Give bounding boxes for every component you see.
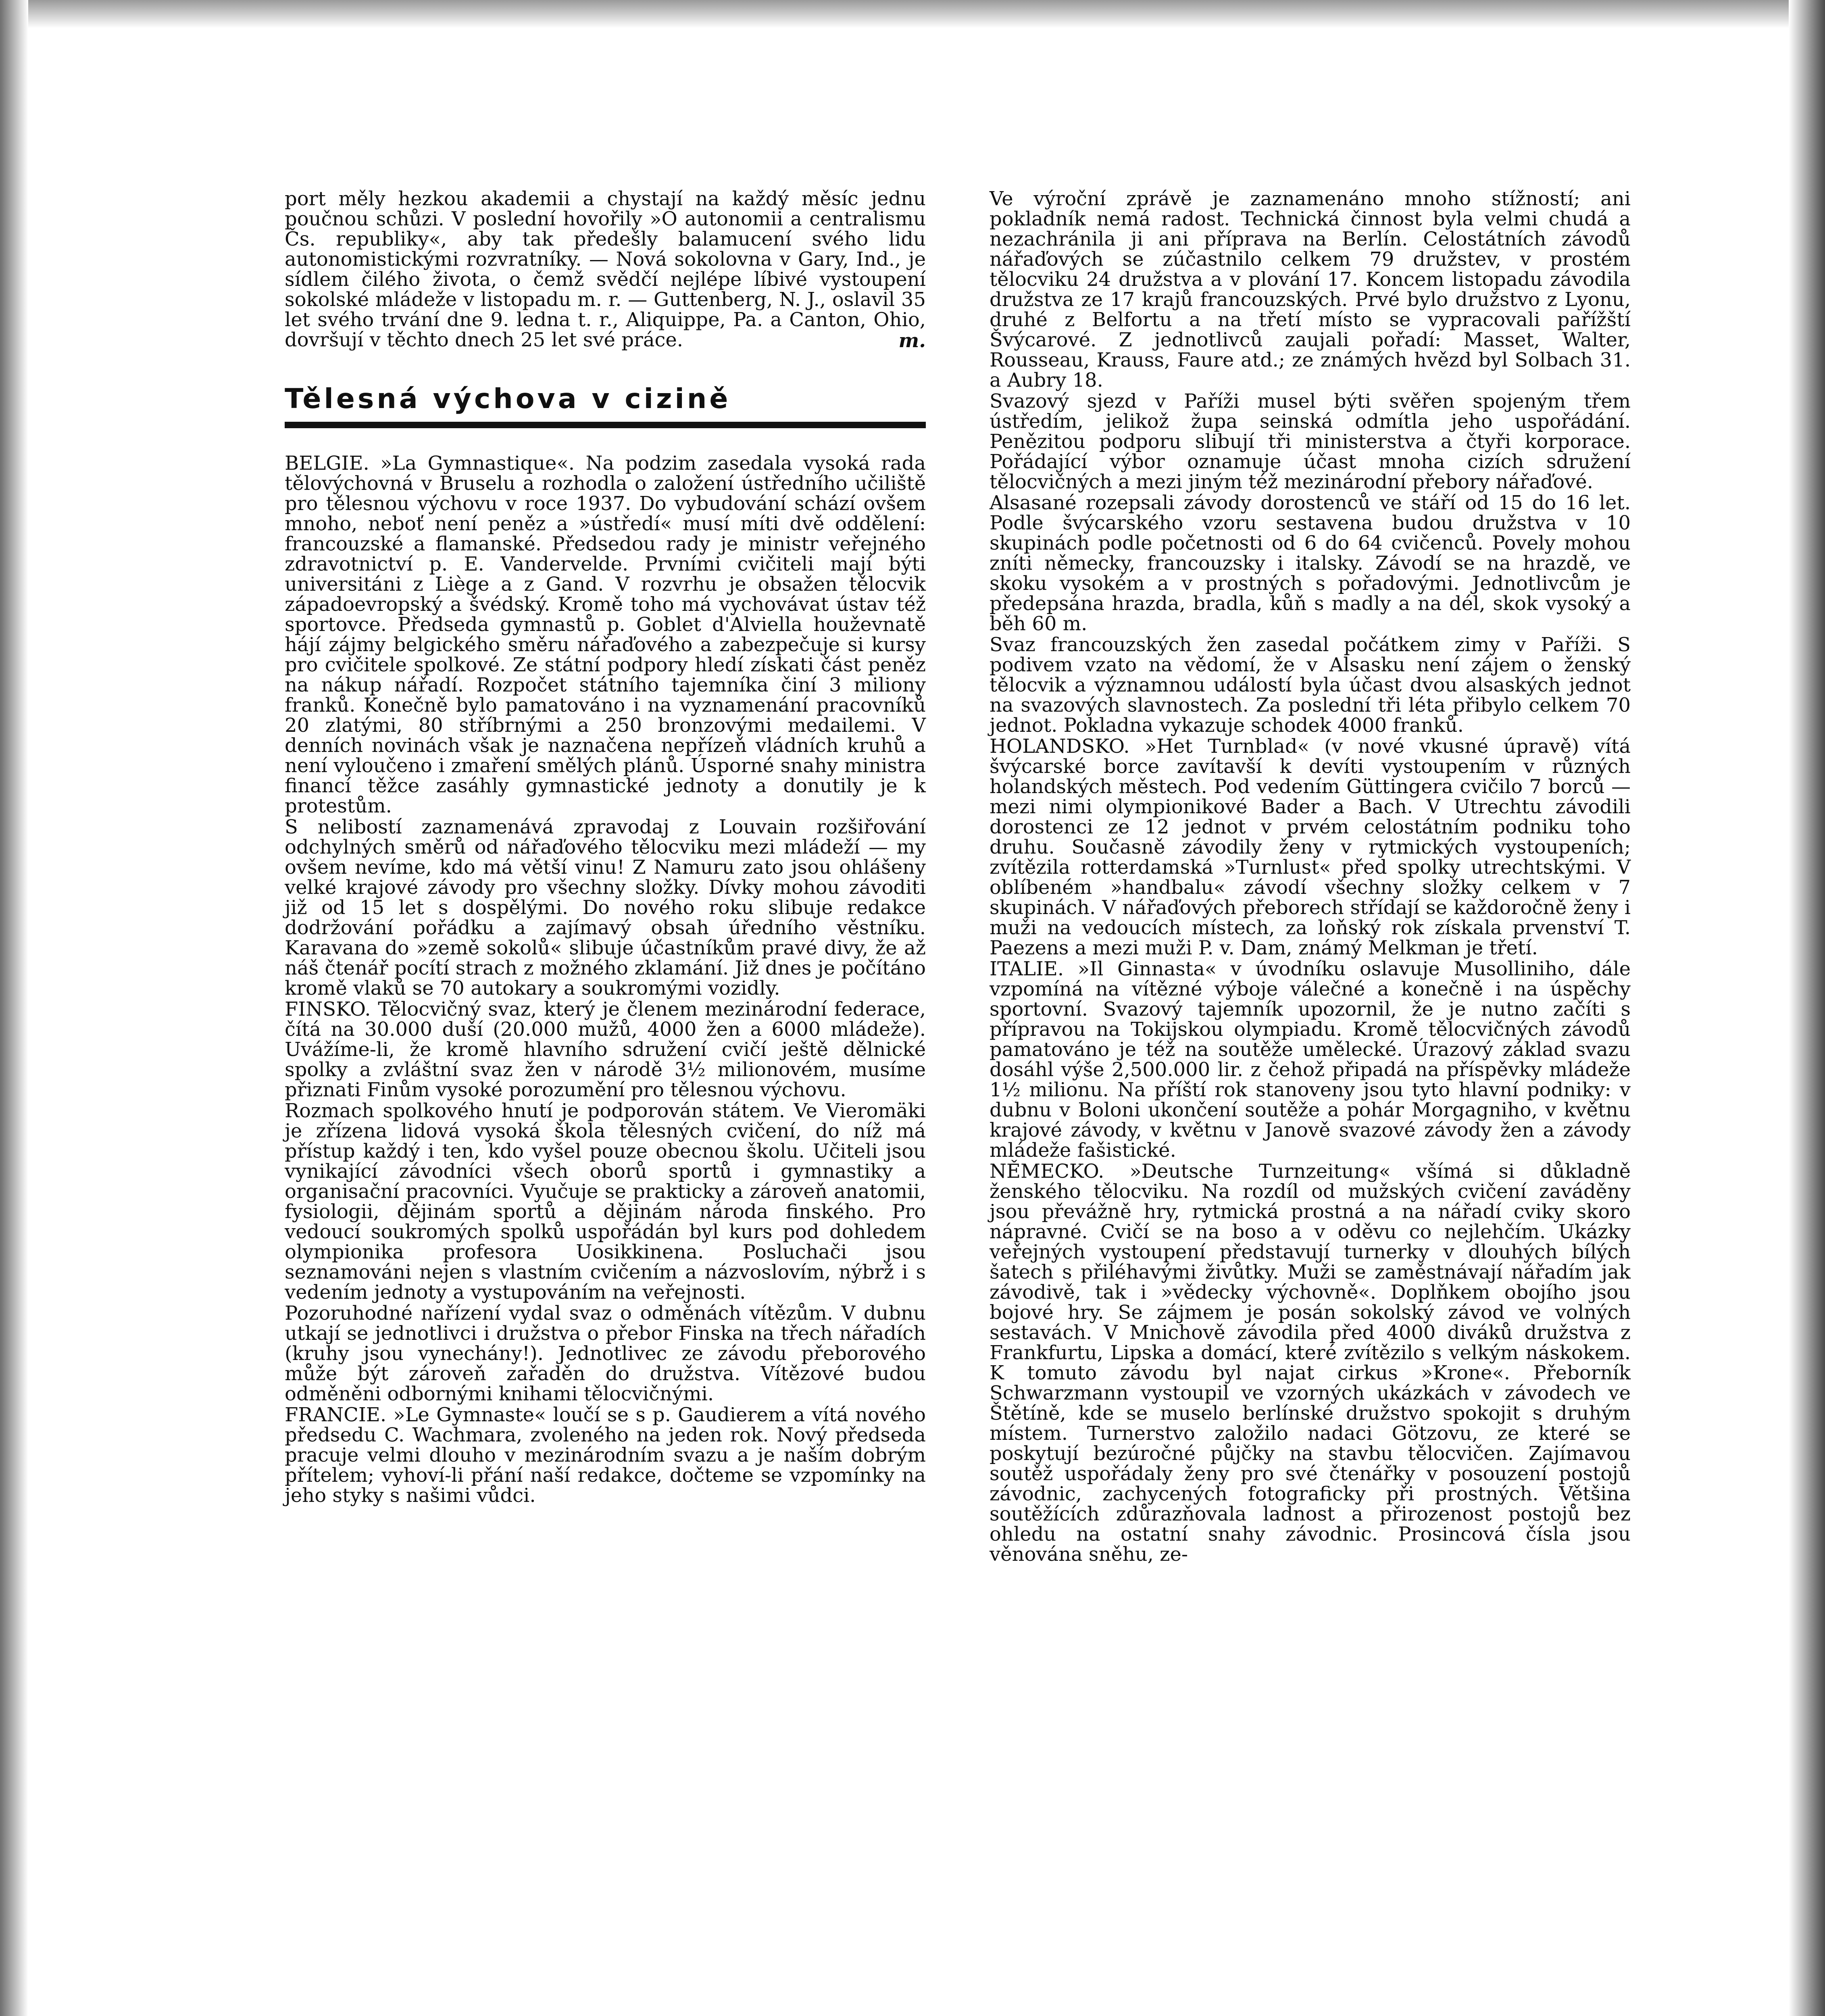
section-heading: Tělesná výchova v cizině [285, 383, 731, 415]
left-column [285, 189, 926, 1506]
section-heading-block [285, 383, 926, 428]
heading-rule [285, 422, 926, 428]
right-column [990, 189, 1631, 1565]
paragraph-finsko-rozmach: Rozmach spolkového hnutí je podporován státem. Ve Vieromäki je zřízena lidová vysoká škola tělesných cvičení, do níž má přístup každý i ten, kdo vyšel pouze obecnou školu. Učiteli jsou vynikající závodníci všech oborů sportů i gymnastiky a organisační pracovníci. Vyučuje se prakticky a zároveň anatomii, fysiologii, dějinám sportů a dějinám národa finského. Pro vedoucí soukromých spolků uspořádán byl kurs pod dohledem olympionika profesora Uosikkinena. Posluchači jsou seznamováni nejen s vlastním cvičením a názvoslovím, nýbrž i s vedením jednoty a vystupováním na veřejnosti. [285, 1100, 926, 1304]
paragraph-svaz-zen: Svaz francouzských žen zasedal počátkem zimy v Paříži. S podivem vzato na vědomí, že v Alsasku není zájem o ženský tělocvik a významnou událostí byla účast dvou alsaských jednot na svazových slavnostech. Za poslední tři léta přibylo celkem 70 jednot. Pokladna vykazuje schodek 4000 franků. [990, 633, 1631, 737]
paragraph-nemecko: NĚMECKO. »Deutsche Turnzeitung« všímá si důkladně ženského tělocviku. Na rozdíl od mužských cvičení zaváděny jsou převážně hry, rytmická prostná a na nářadí cviky skoro nápravné. Cvičí se na boso a v oděvu co nejlehčím. Ukázky veřejných vystoupení představují turnerky v dlouhých bílých šatech s přiléhavými živůtky. Muži se zaměstnávají nářadím jak závodivě, tak i »vědecky výchovně«. Doplňkem obojího jsou bojové hry. Se zájmem je posán sokolský závod ve volných sestavách. V Mnichově závodila před 4000 diváků družstva z Frankfurtu, Lipska a domácí, které zvítězilo s velkým náskokem. K tomuto závodu byl najat cirkus »Krone«. Přeborník Schwarzmann vystoupil ve vzorných ukázkách v závodech ve Štětíně, kde se muselo berlínské družstvo spokojit s druhým místem. Turnerstvo založilo nadaci Götzovu, ze které se poskytují bezúročné půjčky na stavbu tělocvičen. Zajímavou soutěž uspořádaly ženy pro své čtenářky v posouzení postojů závodnic, zachycených fotograficky při prostných. Většina soutěžících zdůrazňovala ladnost a přirozenost postojů bez ohledu na ostatní snahy závodnic. Prosincová čísla jsou věnována sněhu, ze- [990, 1160, 1631, 1566]
paragraph-holandsko: HOLANDSKO. »Het Turnblad« (v nové vkusné úpravě) vítá švýcarské borce zavítavší k devíti vystoupením v různých holandských městech. Pod vedením Güttingera cvičilo 7 borců — mezi nimi olympionikové Bader a Bach. V Utrechtu závodili dorostenci ze 12 jednot v prvém celostátním podniku toho druhu. Současně závodily ženy v rytmických vystoupeních; zvítězila rotterdamská »Turnlust« před spolky utrechtskými. V oblíbeném »handbalu« závodí všechny složky celkem v 7 skupinách. V nářaďových přeborech střídají se každoročně ženy i muži na vedoucích místech, za loňský rok získala prvenství T. Paezens a mezi muži P. v. Dam, známý Melkman je třetí. [990, 735, 1631, 959]
paragraph-svazovy-sjezd: Svazový sjezd v Paříži musel býti svěřen spojeným třem ústředím, jelikož župa seinská odmítla jeho uspořádání. Penězitou podporu slibují tři ministerstva a čtyři korporace. Pořádající výbor oznamuje účast mnoha cizích sdružení tělocvičných a mezi jiným též mezinárodní přebory nářaďové. [990, 390, 1631, 493]
scan-edge-top [0, 0, 1825, 28]
paragraph-belgie: BELGIE. »La Gymnastique«. Na podzim zasedala vysoká rada tělovýchovná v Bruselu a rozhodla o založení ústředního učiliště pro tělesnou výchovu v roce 1937. Do vybudování schází ovšem mnoho, neboť není peněz a »ústředí« musí míti dvě oddělení: francouzské a flamanské. Předsedou rady je ministr veřejného zdravotnictví p. E. Vandervelde. Prvními cvičiteli mají býti universitáni z Liège a z Gand. V rozvrhu je obsažen tělocvik západoevropský a švédský. Kromě toho má vychovávat ústav též sportovce. Předseda gymnastů p. Goblet d'Alviella houževnatě hájí zájmy belgického směru nářaďového a zabezpečuje si kursy pro cvičitele spolkové. Ze státní podpory hledí získati část peněz na nákup nářadí. Rozpočet státního tajemníka činí 3 miliony franků. Konečně bylo pamatováno i na vyznamenání pracovníků 20 zlatými, 80 stříbrnými a 250 bronzovými medailemi. V denních novinách však je naznačena nepřízeň vládních kruhů a není vyloučeno i zmaření smělých plánů. Úsporné snahy ministra financí těžce zasáhly gymnastické jednoty a donutily je k protestům. [285, 452, 926, 817]
paragraph-alsasane: Alsasané rozepsali závody dorostenců ve stáří od 15 do 16 let. Podle švýcarského vzoru sestavena budou družstva v 10 skupinách podle početnosti od 6 do 64 cvičenců. Povely mohou zníti německy, francouzsky i italsky. Závodí se na hrazdě, ve skoku vysokém a v prostných s pořadovými. Jednotlivcům je předepsána hrazda, bradla, kůň s madly a na dél, skok vysoký a běh 60 m. [990, 492, 1631, 635]
author-signature: m. [898, 329, 926, 352]
left-top-paragraph: port měly hezkou akademii a chystají na každý měsíc jednu poučnou schůzi. V poslední hovořily »O autonomii a centralismu Čs. republiky«, aby tak předešly balamucení svého lidu autonomistickými rozvratníky. — Nová sokolovna v Gary, Ind., je sídlem čilého života, o čemž svědčí nejlépe líbivé vystoupení sokolské mládeže v listopadu m. r. — Guttenberg, N. J., oslavil 35 let svého trvání dne 9. ledna t. r., Aliquippe, Pa. a Canton, Ohio, dovršují v těchto dnech 25 let své práce. [285, 187, 926, 351]
scan-edge-left [0, 0, 28, 2016]
paragraph-italie: ITALIE. »Il Ginnasta« v úvodníku oslavuje Musolliniho, dále vzpomíná na vítězné výboje válečné a konečně i na úspěchy sportovní. Svazový tajemník upozornil, že je nutno začíti s přípravou na Tokijskou olympiadu. Kromě tělocvičných závodů pamatováno je též na soutěže umělecké. Úrazový základ svazu dosáhl výše 2,500.000 lir. z čehož připadá na příspěvky mládeže 1½ milionu. Na příští rok stanoveny jsou tyto hlavní podniky: v dubnu v Boloni ukončení soutěže a pohár Morgagniho, v květnu krajové závody, v květnu v Janově svazové závody žen a závody mládeže fašistické. [990, 958, 1631, 1162]
paragraph-francie: FRANCIE. »Le Gymnaste« loučí se s p. Gaudierem a vítá nového předsedu C. Wachmara, zvoleného na jeden rok. Nový předseda pracuje velmi dlouho v mezinárodním svazu a je naším dobrým přítelem; vyhoví-li přání naší redakce, dočteme se vzpomínky na jeho styky s našimi vůdci. [285, 1404, 926, 1507]
paragraph-louvain: S nelibostí zaznamenává zpravodaj z Louvain rozšiřování odchylných směrů od nářaďového tělocviku mezi mládeží — my ovšem nevíme, kdo má větší vinu! Z Namuru zato jsou ohlášeny velké krajové závody pro všechny složky. Dívky mohou závoditi již od 15 let s dospělými. Do nového roku slibuje redakce dodržování pořádku a zajímavý obsah úředního věstníku. Karavana do »země sokolů« slibuje účastníkům pravé divy, že až náš čtenář pocítí strach z možného zklamání. Již dnes je počítáno kromě vlaků se 70 autokary a soukromými vozidly. [285, 816, 926, 1000]
scan-edge-right [1789, 0, 1825, 2016]
paragraph-finsko-narizeni: Pozoruhodné nařízení vydal svaz o odměnách vítězům. V dubnu utkají se jednotlivci i družstva o přebor Finska na třech nářadích (kruhy jsou vynechány!). Jednotlivec ze závodu přeborového může být zároveň zařaděn do družstva. Vítězové budou odměněni odbornými knihami tělocvičnými. [285, 1302, 926, 1405]
paragraph-vyrocni-zprava: Ve výroční zprávě je zaznamenáno mnoho stížností; ani pokladník nemá radost. Technická činnost byla velmi chudá a nezachránila ji ani příprava na Berlín. Celostátních závodů nářaďových se zúčastnilo celkem 79 družstev, v prostém tělocviku 24 družstva a v plování 17. Koncem listopadu závodila družstva ze 17 krajů francouzských. Prvé bylo družstvo z Lyonu, druhé z Belfortu a na třetí místo se vypracovali pařížští Švýcarové. Z jednotlivců zaujali pořadí: Masset, Walter, Rousseau, Krauss, Faure atd.; ze známých hvězd byl Solbach 31. a Aubry 18. [990, 187, 1631, 392]
paragraph-finsko: FINSKO. Tělocvičný svaz, který je členem mezinárodní federace, čítá na 30.000 duší (20.000 mužů, 4000 žen a 6000 mládeže). Uvážíme-li, že kromě hlavního sdružení cvičí ještě dělnické spolky a zvláštní svaz žen v národě 3½ milionovém, musíme přiznati Finům vysoké porozumění pro tělesnou výchovu. [285, 998, 926, 1101]
